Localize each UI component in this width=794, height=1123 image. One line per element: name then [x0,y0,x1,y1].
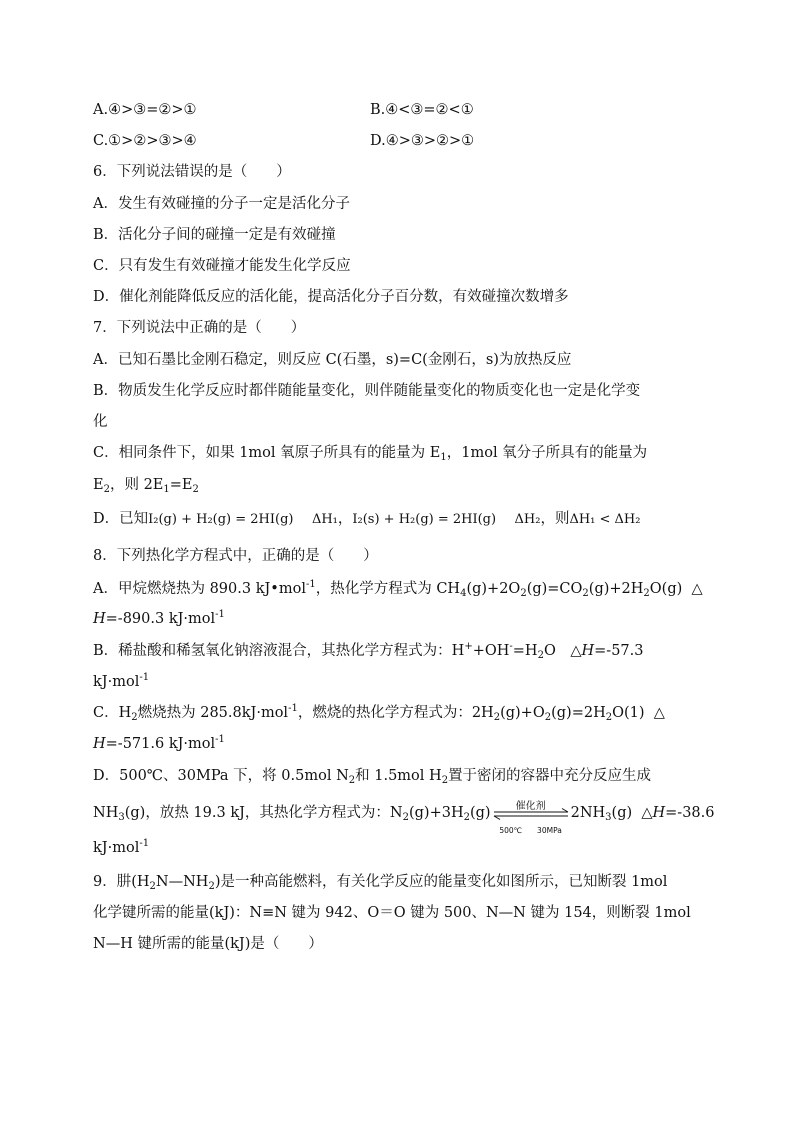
q7-option-c-line2: $E_2$，则 $2E_1=E_2$ [93,477,199,495]
q7-d-dh1: ΔH₁ [311,512,338,527]
q8-b-unit: kJ·mol [93,674,140,690]
q8-option-a-line2: H=-890.3 kJ·mol$^{-1}$ [93,609,225,627]
q8-option-a-line1: A．甲烷燃烧热为 890.3 kJ•mol$^{-1}$，热化学方程式为 $CH_4(g)+2O_2(g)=CO_2(g)+2H_2O(g)$ △ [93,579,703,599]
q9-line1: 9．肼$(H_2N—NH_2)$是一种高能燃料，有关化学反应的能量变化如图所示，已知断裂 1mol [93,874,668,892]
q8-d-nh: NH [93,805,119,821]
q5-option-c: C.①>②>③>④ [93,133,197,149]
q6-option-a: A．发生有效碰撞的分子一定是活化分子 [93,196,350,212]
q8-c-text-3: ，燃烧的热化学方程式为：2H [297,705,494,721]
q7-d-equation-2: I₂(s) + H₂(g) = 2HI(g) [352,512,497,527]
q7-d-compare: ΔH₁ < ΔH₂ [569,512,641,527]
q7-option-d [93,509,640,530]
q7-option-a: A．已知石墨比金刚石稳定，则反应 C(石墨，s)=C(金刚石，s)为放热反应 [93,352,572,368]
q7-c-text-1: C．相同条件下，如果 1mol 氧原子所具有的能量为 E [93,445,441,461]
q8-c-text-2: 燃烧热为 285.8kJ·mol [137,705,289,721]
q8-option-c-line2: H=-571.6 kJ·mol$^{-1}$ [93,734,225,752]
q8-option-b-line1: B．稀盐酸和稀氢氧化钠溶液混合，其热化学方程式为：$H^++OH^-=H_2O$ △H=-57.3 [93,641,644,661]
q8-option-d-line3: kJ·mol$^{-1}$ [93,838,150,856]
q8-b-text-4: O △ [543,643,582,659]
q8-option-b-line2: kJ·mol$^{-1}$ [93,672,150,690]
q5-option-a: A.④>③=②>① [93,102,197,118]
q8-a-text-1: A．甲烷燃烧热为 890.3 kJ•mol [93,581,306,597]
q6-stem: 6．下列说法错误的是（ ） [93,164,291,180]
q9-text-2: N—NH [155,874,209,890]
q8-d-text-5: 2NH [570,805,606,821]
q9-text-3: )是一种高能燃料，有关化学反应的能量变化如图所示，已知断裂 1mol [214,874,668,890]
q8-d-text-2: 和 1.5mol H [355,768,442,784]
q6-option-d: D．催化剂能降低反应的活化能，提高活化分子百分数，有效碰撞次数增多 [93,289,569,305]
q8-b-value: =-57.3 [594,643,644,659]
q7-d-dh2: ΔH₂ [514,512,541,527]
reversible-arrow-icon [492,801,570,835]
q7-d-sep: ， [337,511,353,527]
q7-stem: 7．下列说法中正确的是（ ） [93,320,306,336]
q9-line3: N—H 键所需的能量(kJ)是（ ） [93,936,323,952]
q8-option-d-line2: $NH_3(g)$，放热 19.3 kJ，其热化学方程式为：$N_2(g)+3H_2(g)$ 催化剂 500℃ 30MPa $2NH_3(g)$ △H=-38.6 [93,803,715,823]
q7-c-text-4: =E [169,477,193,493]
q8-a-text-2: ，热化学方程式为 CH [315,581,461,597]
q6-option-c: C．只有发生有效碰撞才能发生化学反应 [93,258,351,274]
q7-option-c-line1: C．相同条件下，如果 1mol 氧原子所具有的能量为 $E_1$，1mol 氧分子所具有的能量为 [93,445,648,463]
q8-option-d-line1: D．500℃、30MPa 下，将 0.5mol $N_2$和 1.5mol $H_2$置于密闭的容器中充分反应生成 [93,768,652,786]
q7-c-e2: E [93,477,104,493]
q5-option-b: B.④<③=②<① [370,102,474,118]
q8-b-text-2: +OH [472,643,510,659]
q8-d-text-1: D．500℃、30MPa 下，将 0.5mol N [93,768,349,784]
q9-text-1: 9．肼(H [93,874,150,890]
q8-c-value: =-571.6 kJ·mol [105,736,216,752]
q8-c-text-1: C．H [93,705,132,721]
catalyst-label: 催化剂 [515,801,546,812]
q8-b-text-1: B．稀盐酸和稀氢氧化钠溶液混合，其热化学方程式为：H [93,643,465,659]
q7-option-b-line1: B．物质发生化学反应时都伴随能量变化，则伴随能量变化的物质变化也一定是化学变 [93,383,641,399]
q8-d-text-3: 置于密闭的容器中充分反应生成 [448,768,652,784]
q7-d-prefix: D．已知 [93,511,149,527]
q7-option-b-line2: 化 [93,414,108,430]
q8-d-text-4: (g)，放热 19.3 kJ，其热化学方程式为：N [124,805,403,821]
q8-d-unit: kJ·mol [93,840,140,856]
q7-c-text-2: ，1mol 氧分子所具有的能量为 [446,445,648,461]
q8-option-c-line1: C．$H_2$燃烧热为 285.8kJ·mol$^{-1}$，燃烧的热化学方程式为：$2H_2(g)+O_2(g)=2H_2O(1)$ △ [93,703,665,723]
conditions-label: 500℃ 30MPa [499,826,562,835]
q7-d-equation-1: I₂(g) + H₂(g) = 2HI(g) [148,512,294,527]
q5-option-d: D.④>③>②>① [370,133,475,149]
q9-line2: 化学键所需的能量(kJ)：N≡N 键为 942、O＝O 键为 500、N—N 键为 154，则断裂 1mol [93,905,691,921]
q6-option-b: B．活化分子间的碰撞一定是有效碰撞 [93,227,336,243]
q7-d-then: ，则 [540,511,570,527]
q7-c-text-3: ，则 2E [109,477,164,493]
q8-d-value: =-38.6 [665,805,715,821]
q8-a-text-3: =-890.3 kJ·mol [105,611,216,627]
q8-b-text-3: =H [512,643,538,659]
q8-stem: 8．下列热化学方程式中，正确的是（ ） [93,548,378,564]
